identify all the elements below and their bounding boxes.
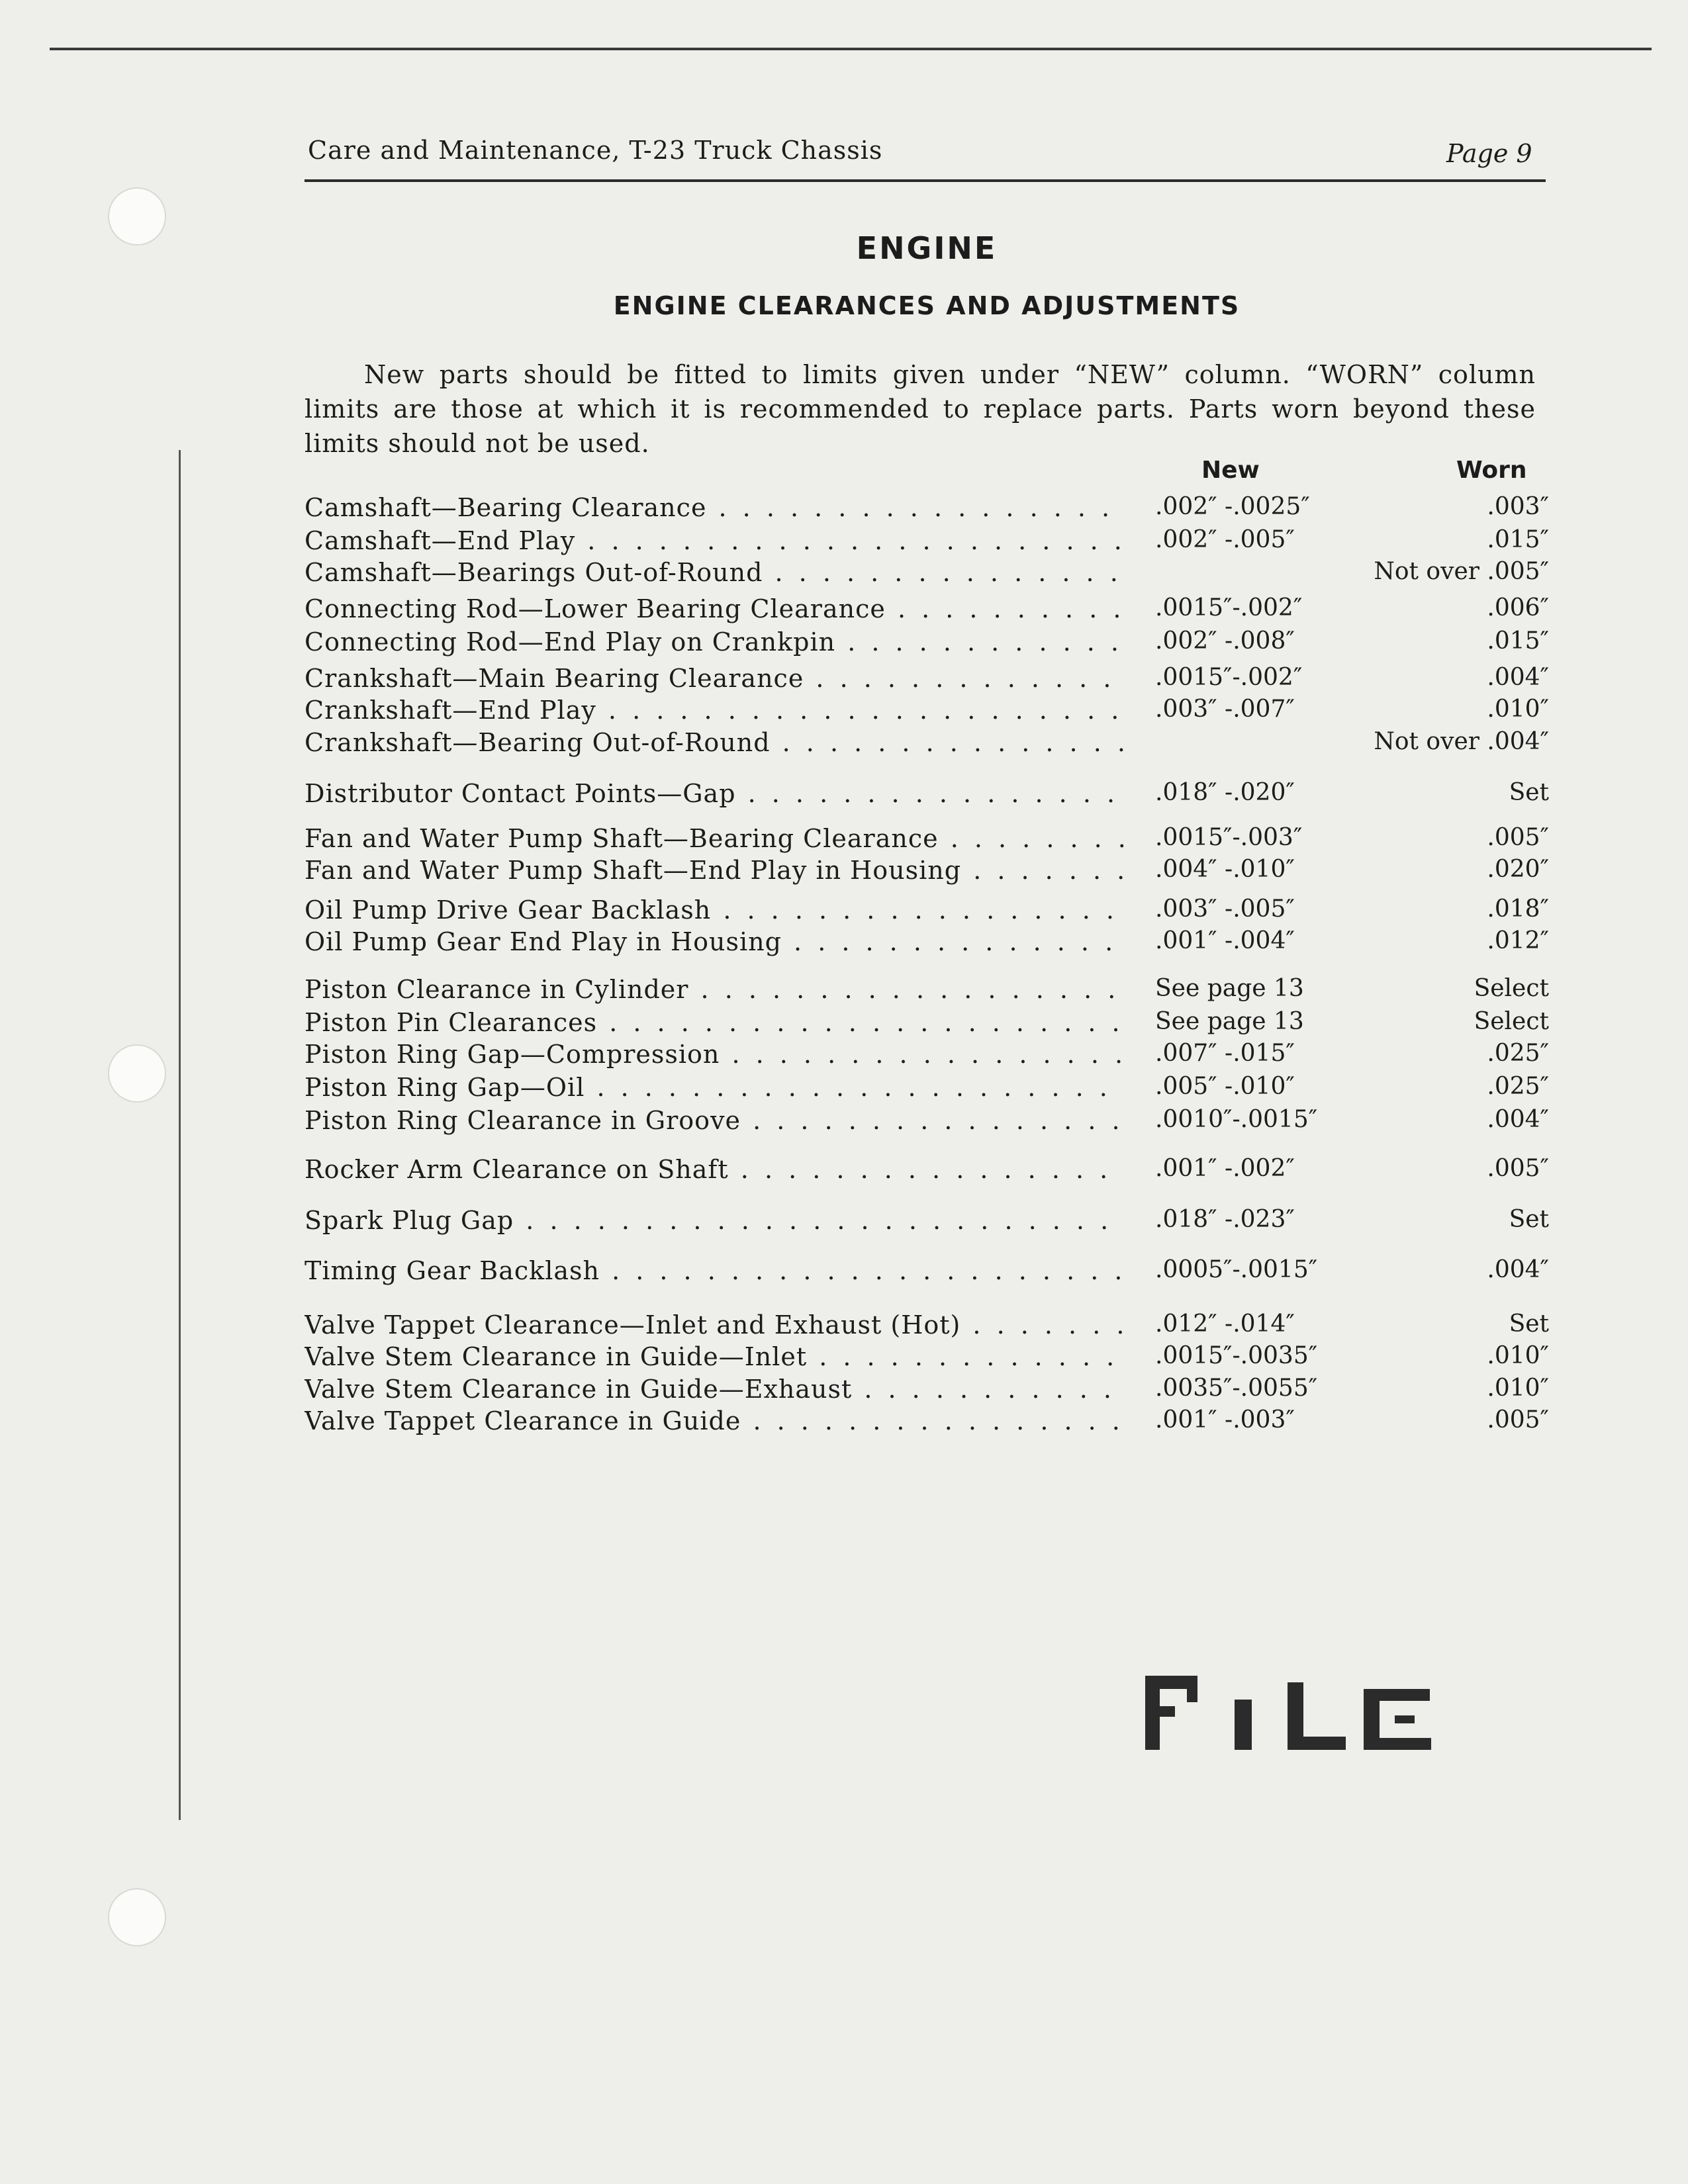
running-header-title: Care and Maintenance, T-23 Truck Chassis xyxy=(308,136,883,165)
row-worn-limit: Select xyxy=(1474,1008,1549,1035)
row-item-label: Fan and Water Pump Shaft—Bearing Clearance . . . xyxy=(305,824,1125,853)
row-worn-limit: Not over .005″ xyxy=(1374,558,1549,585)
row-item-label: Valve Tappet Clearance—Inlet and Exhaust (Hot) . . . xyxy=(305,1310,1125,1340)
row-item-label: Piston Pin Clearances . . . xyxy=(305,1008,1125,1037)
row-worn-limit: .025″ xyxy=(1487,1073,1549,1100)
row-new-limit: .0005″-.0015″ xyxy=(1155,1256,1318,1283)
table-row xyxy=(305,1206,1549,1239)
row-new-limit: .002″ -.008″ xyxy=(1155,627,1295,655)
row-new-limit: .0015″-.002″ xyxy=(1155,664,1303,691)
intro-paragraph: New parts should be fitted to limits given under “NEW” column. “WORN” column limits are those at which it is recommended to replace parts. Parts worn beyond these limits should not be used. xyxy=(305,360,1536,458)
row-worn-limit: .004″ xyxy=(1487,1106,1549,1133)
row-item-label: Crankshaft—Bearing Out-of-Round . . . xyxy=(305,728,1125,757)
table-row xyxy=(305,856,1549,889)
row-worn-limit: .004″ xyxy=(1487,664,1549,691)
section-title: ENGINE xyxy=(856,230,998,266)
table-row xyxy=(305,594,1549,627)
row-new-limit: .004″ -.010″ xyxy=(1155,856,1295,883)
row-new-limit: .0010″-.0015″ xyxy=(1155,1106,1318,1133)
table-row xyxy=(305,1106,1549,1139)
row-new-limit: .003″ -.007″ xyxy=(1155,696,1295,723)
row-new-limit: .003″ -.005″ xyxy=(1155,895,1295,923)
row-new-limit: See page 13 xyxy=(1155,1008,1304,1035)
row-item-label: Piston Clearance in Cylinder . . . xyxy=(305,975,1125,1004)
row-new-limit: .001″ -.003″ xyxy=(1155,1406,1295,1433)
row-new-limit: .001″ -.002″ xyxy=(1155,1155,1295,1182)
table-row xyxy=(305,493,1549,526)
page-top-edge xyxy=(50,48,1652,50)
table-row xyxy=(305,696,1549,729)
row-new-limit: .002″ -.0025″ xyxy=(1155,493,1310,520)
row-worn-limit: .025″ xyxy=(1487,1040,1549,1067)
table-row xyxy=(305,1310,1549,1343)
table-row xyxy=(305,1256,1549,1289)
row-worn-limit: .006″ xyxy=(1487,594,1549,621)
row-worn-limit: .015″ xyxy=(1487,627,1549,655)
row-worn-limit: .005″ xyxy=(1487,824,1549,851)
row-item-label: Camshaft—Bearing Clearance . . . xyxy=(305,493,1125,522)
punch-hole-middle xyxy=(109,1046,165,1101)
row-worn-limit: .015″ xyxy=(1487,526,1549,553)
row-worn-limit: Set xyxy=(1509,1310,1549,1338)
table-row xyxy=(305,526,1549,559)
row-item-label: Oil Pump Gear End Play in Housing . . . xyxy=(305,927,1125,956)
table-row xyxy=(305,558,1549,591)
table-row xyxy=(305,1008,1549,1041)
subsection-title: ENGINE CLEARANCES AND ADJUSTMENTS xyxy=(613,291,1241,320)
row-new-limit: .018″ -.020″ xyxy=(1155,779,1295,806)
row-new-limit: .0015″-.0035″ xyxy=(1155,1342,1318,1369)
table-row xyxy=(305,1155,1549,1188)
row-new-limit: .0015″-.002″ xyxy=(1155,594,1303,621)
table-row xyxy=(305,1375,1549,1408)
table-row xyxy=(305,975,1549,1008)
column-header-new: New xyxy=(1201,457,1260,484)
row-worn-limit: .005″ xyxy=(1487,1406,1549,1433)
row-item-label: Fan and Water Pump Shaft—End Play in Housing . . . xyxy=(305,856,1125,885)
column-header-worn: Worn xyxy=(1456,457,1527,484)
row-item-label: Crankshaft—End Play . . . xyxy=(305,696,1125,725)
row-item-label: Connecting Rod—End Play on Crankpin . . . xyxy=(305,627,1125,657)
row-item-label: Piston Ring Gap—Oil . . . xyxy=(305,1073,1125,1102)
table-row xyxy=(305,627,1549,660)
row-item-label: Spark Plug Gap . . . xyxy=(305,1206,1125,1235)
table-row xyxy=(305,927,1549,960)
table-row xyxy=(305,728,1549,761)
table-row xyxy=(305,895,1549,929)
row-item-label: Piston Ring Gap—Compression . . . xyxy=(305,1040,1125,1069)
row-worn-limit: Select xyxy=(1474,975,1549,1002)
row-item-label: Camshaft—Bearings Out-of-Round . . . xyxy=(305,558,1125,587)
row-new-limit: .0035″-.0055″ xyxy=(1155,1375,1318,1402)
row-worn-limit: Set xyxy=(1509,779,1549,806)
row-worn-limit: Not over .004″ xyxy=(1374,728,1549,755)
table-row xyxy=(305,1342,1549,1375)
row-item-label: Crankshaft—Main Bearing Clearance . . . xyxy=(305,664,1125,693)
row-item-label: Camshaft—End Play . . . xyxy=(305,526,1125,555)
row-item-label: Oil Pump Drive Gear Backlash . . . xyxy=(305,895,1125,925)
row-worn-limit: .010″ xyxy=(1487,696,1549,723)
table-row xyxy=(305,1073,1549,1106)
row-worn-limit: .020″ xyxy=(1487,856,1549,883)
row-worn-limit: .003″ xyxy=(1487,493,1549,520)
row-worn-limit: .004″ xyxy=(1487,1256,1549,1283)
row-item-label: Distributor Contact Points—Gap . . . xyxy=(305,779,1125,808)
row-worn-limit: .010″ xyxy=(1487,1342,1549,1369)
row-new-limit: See page 13 xyxy=(1155,975,1304,1002)
punch-hole-bottom xyxy=(109,1889,165,1945)
table-row xyxy=(305,1406,1549,1439)
page-number: Page 9 xyxy=(1446,139,1532,168)
row-new-limit: .001″ -.004″ xyxy=(1155,927,1295,954)
row-new-limit: .012″ -.014″ xyxy=(1155,1310,1295,1338)
row-worn-limit: .012″ xyxy=(1487,927,1549,954)
row-new-limit: .005″ -.010″ xyxy=(1155,1073,1295,1100)
row-worn-limit: .018″ xyxy=(1487,895,1549,923)
row-new-limit: .007″ -.015″ xyxy=(1155,1040,1295,1067)
row-item-label: Connecting Rod—Lower Bearing Clearance . . . xyxy=(305,594,1125,623)
row-worn-limit: .010″ xyxy=(1487,1375,1549,1402)
row-item-label: Valve Tappet Clearance in Guide . . . xyxy=(305,1406,1125,1435)
row-item-label: Valve Stem Clearance in Guide—Inlet . . . xyxy=(305,1342,1125,1371)
row-item-label: Timing Gear Backlash . . . xyxy=(305,1256,1125,1285)
table-row xyxy=(305,779,1549,812)
row-new-limit: .018″ -.023″ xyxy=(1155,1206,1295,1233)
table-row xyxy=(305,824,1549,857)
table-row xyxy=(305,664,1549,697)
row-item-label: Valve Stem Clearance in Guide—Exhaust . . . xyxy=(305,1375,1125,1404)
table-row xyxy=(305,1040,1549,1073)
row-new-limit: .002″ -.005″ xyxy=(1155,526,1295,553)
row-item-label: Piston Ring Clearance in Groove . . . xyxy=(305,1106,1125,1135)
binding-margin-line xyxy=(179,450,181,1820)
row-new-limit: .0015″-.003″ xyxy=(1155,824,1303,851)
row-worn-limit: Set xyxy=(1509,1206,1549,1233)
row-item-label: Rocker Arm Clearance on Shaft . . . xyxy=(305,1155,1125,1184)
row-worn-limit: .005″ xyxy=(1487,1155,1549,1182)
file-stamp xyxy=(1135,1668,1446,1760)
